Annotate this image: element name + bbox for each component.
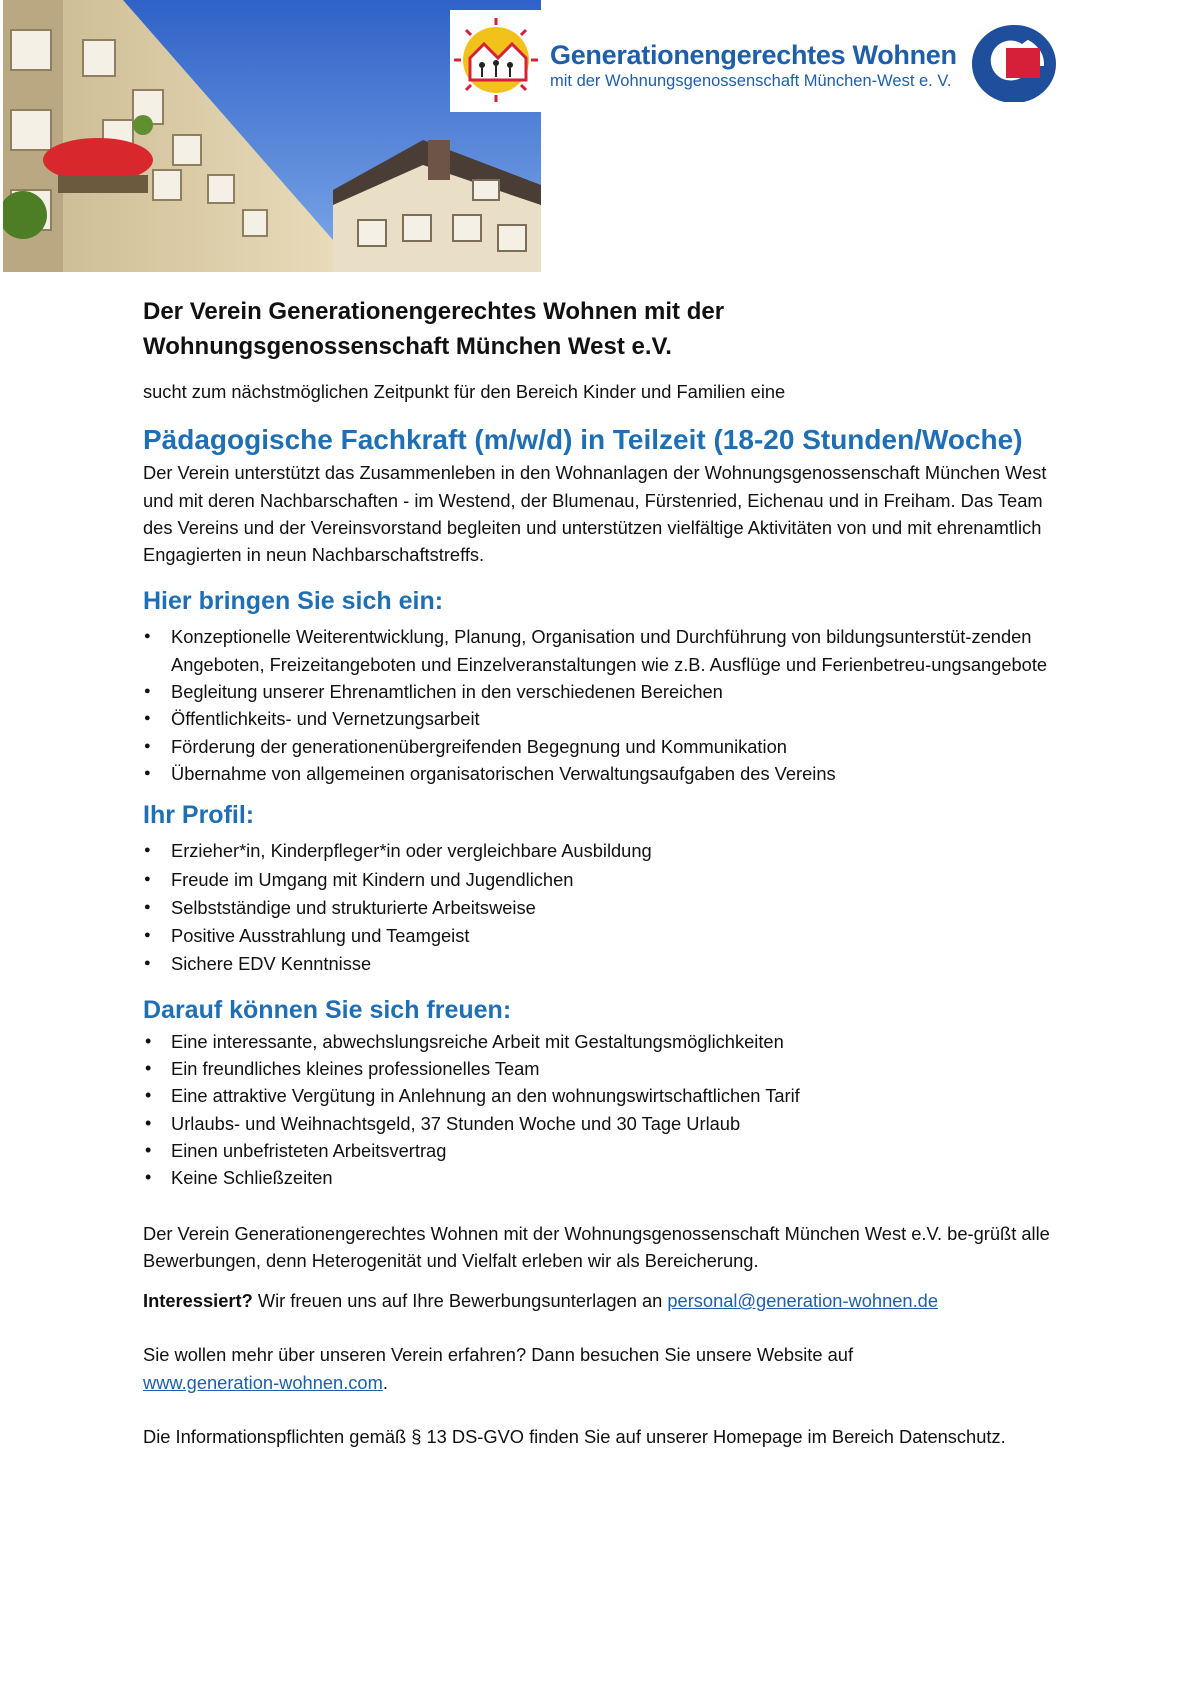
list-item: • Ein freundliches kleines professionelles Team xyxy=(143,1055,1063,1082)
website-link[interactable]: www.generation-wohnen.com xyxy=(143,1371,383,1393)
interest-line xyxy=(143,1287,1063,1314)
section-tasks-heading: Hier bringen Sie sich ein: xyxy=(143,587,444,616)
org-title-line1: Der Verein Generationengerechtes Wohnen mit der xyxy=(143,298,725,325)
cooperative-logo xyxy=(966,22,1058,102)
list-item: • Keine Schließzeiten xyxy=(143,1164,1063,1191)
list-item: ● Sichere EDV Kenntnisse xyxy=(143,950,1063,977)
sun-houses-logo-icon xyxy=(450,10,542,112)
job-title: Pädagogische Fachkraft (m/w/d) in Teilzeit (18-20 Stunden/Woche) xyxy=(143,424,1023,456)
more-text: Sie wollen mehr über unseren Verein erfahren? Dann besuchen Sie unsere Website auf xyxy=(143,1344,854,1366)
list-item: • Eine interessante, abwechslungsreiche Arbeit mit Gestaltungsmöglichkeiten xyxy=(143,1028,1063,1055)
section-profile-heading: Ihr Profil: xyxy=(143,801,255,830)
brand-title: Generationengerechtes Wohnen xyxy=(550,40,957,70)
org-title-line2: Wohnungsgenossenschaft München West e.V. xyxy=(143,333,672,360)
org-title xyxy=(143,294,1063,364)
more-info xyxy=(143,1341,1063,1396)
list-item: • Urlaubs- und Weihnachtsgeld, 37 Stunden Woche und 30 Tage Urlaub xyxy=(143,1110,1063,1137)
brand-subtitle: mit der Wohnungsgenossenschaft München-West e. V. xyxy=(550,72,952,90)
cooperative-logo-icon xyxy=(966,22,1058,102)
club-logo xyxy=(450,10,542,112)
website-period: . xyxy=(382,1371,388,1393)
profile-list xyxy=(143,837,1063,977)
job-posting xyxy=(143,294,1063,1450)
list-item: ● Übernahme von allgemeinen organisatorischen Verwaltungsaufgaben des Vereins xyxy=(143,760,1063,787)
section-benefits-heading: Darauf können Sie sich freuen: xyxy=(143,995,512,1024)
list-item: ● Konzeptionelle Weiterentwicklung, Planung, Organisation und Durchführung von bildungsunterstüt-zenden Angeboten, Freizeitangeboten und Einzelveranstaltungen wie z.B. Ausflüge und Ferienbetreu-ungsangebote xyxy=(143,623,1063,678)
list-item: • Einen unbefristeten Arbeitsvertrag xyxy=(143,1137,1063,1164)
privacy-note: Die Informationspflichten gemäß § 13 DS-GVO finden Sie auf unserer Homepage im Bereich Datenschutz. xyxy=(143,1426,1006,1448)
list-item: ● Freude im Umgang mit Kindern und Jugendlichen xyxy=(143,866,1063,893)
list-item: • Eine attraktive Vergütung in Anlehnung an den wohnungswirtschaftlichen Tarif xyxy=(143,1082,1063,1109)
brand xyxy=(550,40,957,91)
interest-text: Wir freuen uns auf Ihre Bewerbungsunterlagen an xyxy=(252,1290,668,1312)
list-item: ● Selbstständige und strukturierte Arbeitsweise xyxy=(143,894,1063,921)
list-item: ● Begleitung unserer Ehrenamtlichen in den verschiedenen Bereichen xyxy=(143,678,1063,705)
closing-text: Der Verein Generationengerechtes Wohnen mit der Wohnungsgenossenschaft München West e.V. be-grüßt alle Bewerbungen, denn Heterogenität und Vielfalt erleben wir als Bereicherung. xyxy=(143,1222,1050,1271)
tasks-list xyxy=(143,623,1063,787)
list-item: ● Förderung der generationenübergreifenden Begegnung und Kommunikation xyxy=(143,733,1063,760)
intro-text: sucht zum nächstmöglichen Zeitpunkt für den Bereich Kinder und Familien eine xyxy=(143,381,786,402)
list-item: ● Öffentlichkeits- und Vernetzungsarbeit xyxy=(143,705,1063,732)
benefits-list xyxy=(143,1028,1063,1192)
list-item: ● Erzieher*in, Kinderpfleger*in oder vergleichbare Ausbildung xyxy=(143,837,1063,864)
interest-label: Interessiert? xyxy=(143,1290,253,1312)
description: Der Verein unterstützt das Zusammenleben in den Wohnanlagen der Wohnungsgenossenschaft München West und mit deren Nachbarschaften - im Westend, der Blumenau, Fürstenried, Eichenau und in Freiham. Das Team des Vereins und der Vereinsvorstand begleiten und unterstützen vielfältige Aktivitäten von und mit ehrenamtlich Engagierten in neun Nachbarschaftstreffs. xyxy=(143,462,1047,566)
list-item: ● Positive Ausstrahlung und Teamgeist xyxy=(143,922,1063,949)
email-link[interactable]: personal@generation-wohnen.de xyxy=(667,1290,938,1312)
